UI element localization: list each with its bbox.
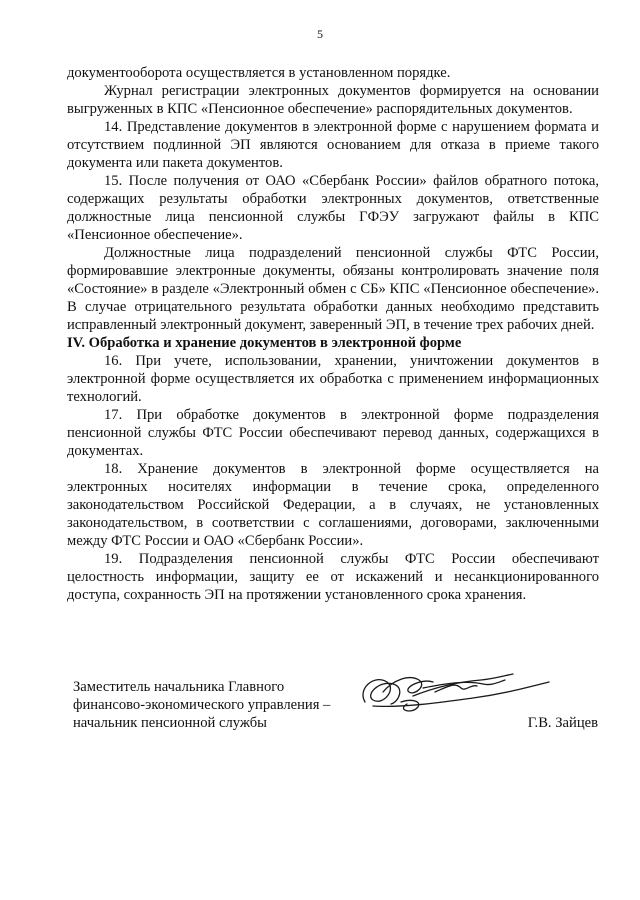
- paragraph-18: 18. Хранение документов в электронной форме осуществляется на электронных носителях информации в течение срока, определенного законодательством Российской Федерации, а в случаях, не установленных законодательством, в соответствии с соглашениями, договорами, заключенными между ФТС России и ОАО «Сбербанк России».: [67, 461, 599, 549]
- paragraph-officials: Должностные лица подразделений пенсионной службы ФТС России, формировавшие электронные документы, обязаны контролировать значение поля «Состояние» в разделе «Электронный обмен с СБ» КПС «Пенсионное обеспечение». В случае отрицательного результата обработки данных необходимо представить исправленный электронный документ, заверенный ЭП, в течение трех рабочих дней.: [67, 245, 599, 333]
- paragraph-14: 14. Представление документов в электронной форме с нарушением формата и отсутствием подлинной ЭП являются основанием для отказа в приеме такого документа или пакета документов.: [67, 119, 599, 171]
- signature-block: [73, 678, 605, 732]
- paragraph-journal: Журнал регистрации электронных документов формируется на основании выгруженных в КПС «Пенсионное обеспечение» распорядительных документов.: [67, 83, 599, 117]
- paragraph-16: 16. При учете, использовании, хранении, уничтожении документов в электронной форме осуществляется их обработка с применением информационных технологий.: [67, 353, 599, 405]
- section-heading: IV. Обработка и хранение документов в электронной форме: [67, 335, 462, 351]
- paragraph-continuation: документооборота осуществляется в установленном порядке.: [67, 65, 451, 81]
- paragraph-17: 17. При обработке документов в электронной форме подразделения пенсионной службы ФТС России обеспечивают перевод данных, содержащихся в документах.: [67, 407, 599, 459]
- signer-position-line-2: финансово-экономического управления –: [73, 697, 331, 713]
- signer-position-line-1: Заместитель начальника Главного: [73, 679, 285, 695]
- paragraph-19: 19. Подразделения пенсионной службы ФТС России обеспечивают целостность информации, защиту ее от искажений и несанкционированного доступа, сохранность ЭП на протяжении установленного срока хранения.: [67, 551, 599, 603]
- signer-position-line-3: начальник пенсионной службы: [73, 715, 267, 731]
- paragraph-15: 15. После получения от ОАО «Сбербанк России» файлов обратного потока, содержащих результаты обработки электронных документов, ответственные должностные лица пенсионной службы ГФЭУ загружают файлы в КПС «Пенсионное обеспечение».: [67, 173, 599, 243]
- page-number: 5: [317, 27, 323, 41]
- handwritten-signature: [353, 662, 553, 726]
- document-body: [67, 64, 599, 604]
- signer-name: Г.В. Зайцев: [527, 715, 598, 731]
